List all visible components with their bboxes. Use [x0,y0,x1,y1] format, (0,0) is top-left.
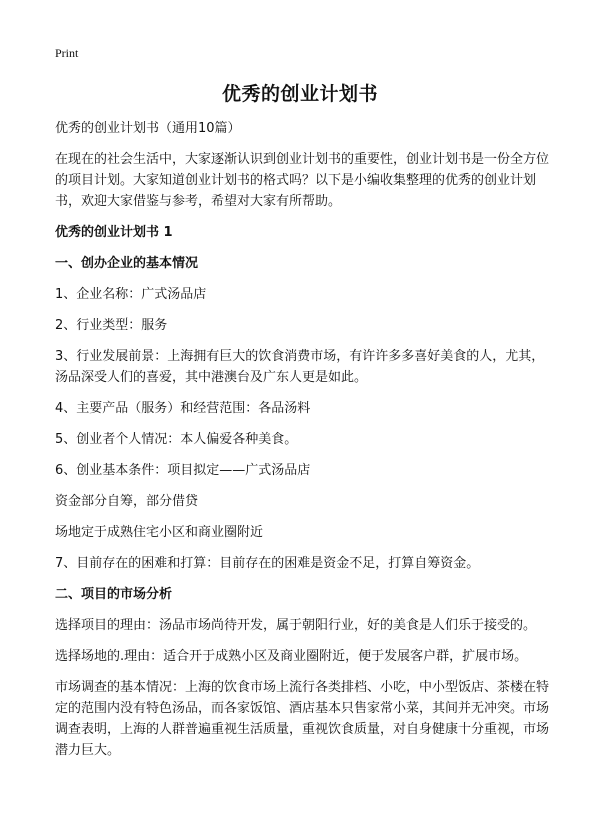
section-title: 优秀的创业计划书 1 [55,225,173,240]
print-label: Print [55,46,79,60]
reason-site-paragraph: 选择场地的.理由：适合开于成熟小区及商业圈附近，便于发展客户群，扩展市场。 [55,649,528,664]
list-item: 4、主要产品（服务）和经营范围：各品汤料 [55,401,311,416]
subtitle: 优秀的创业计划书（通用10篇） [55,121,241,136]
list-item: 1、企业名称：广式汤品店 [55,287,207,302]
list-item: 6、创业基本条件：项目拟定——广式汤品店 [55,463,311,478]
heading-basic-info: 一、创办企业的基本情况 [55,256,199,271]
location-paragraph: 场地定于成熟住宅小区和商业圈附近 [55,525,264,540]
market-survey-paragraph: 市场调查的基本情况：上海的饮食市场上流行各类排档、小吃，中小型饭店、茶楼在特定的范围内没有特色汤品，而各家饭馆、酒店基本只售家常小菜，其间并无冲突。市场调查表明，上海的人群普遍重视生活质量，重视饮食质量，对自身健康十分重视，市场潜力巨大。 [55,680,550,758]
page-title: 优秀的创业计划书 [221,83,378,105]
document-body [55,118,553,771]
list-item: 2、行业类型：服务 [55,318,168,333]
list-item: 7、目前存在的困难和打算：目前存在的困难是资金不足，打算自筹资金。 [55,556,480,571]
reason-project-paragraph: 选择项目的理由：汤品市场尚待开发，属于朝阳行业，好的美食是人们乐于接受的。 [55,618,537,633]
heading-market-analysis: 二、项目的市场分析 [55,587,173,602]
intro-paragraph: 在现在的社会生活中，大家逐渐认识到创业计划书的重要性，创业计划书是一份全方位的项目计划。大家知道创业计划书的格式吗？以下是小编收集整理的优秀的创业计划书，欢迎大家借鉴与参考，希望对大家有所帮助。 [55,152,550,209]
funding-paragraph: 资金部分自筹，部分借贷 [55,494,199,509]
list-item: 3、行业发展前景：上海拥有巨大的饮食消费市场，有许许多多喜好美食的人，尤其，汤品深受人们的喜爱，其中港澳台及广东人更是如此。 [55,349,545,385]
list-item: 5、创业者个人情况：本人偏爱各种美食。 [55,432,298,447]
